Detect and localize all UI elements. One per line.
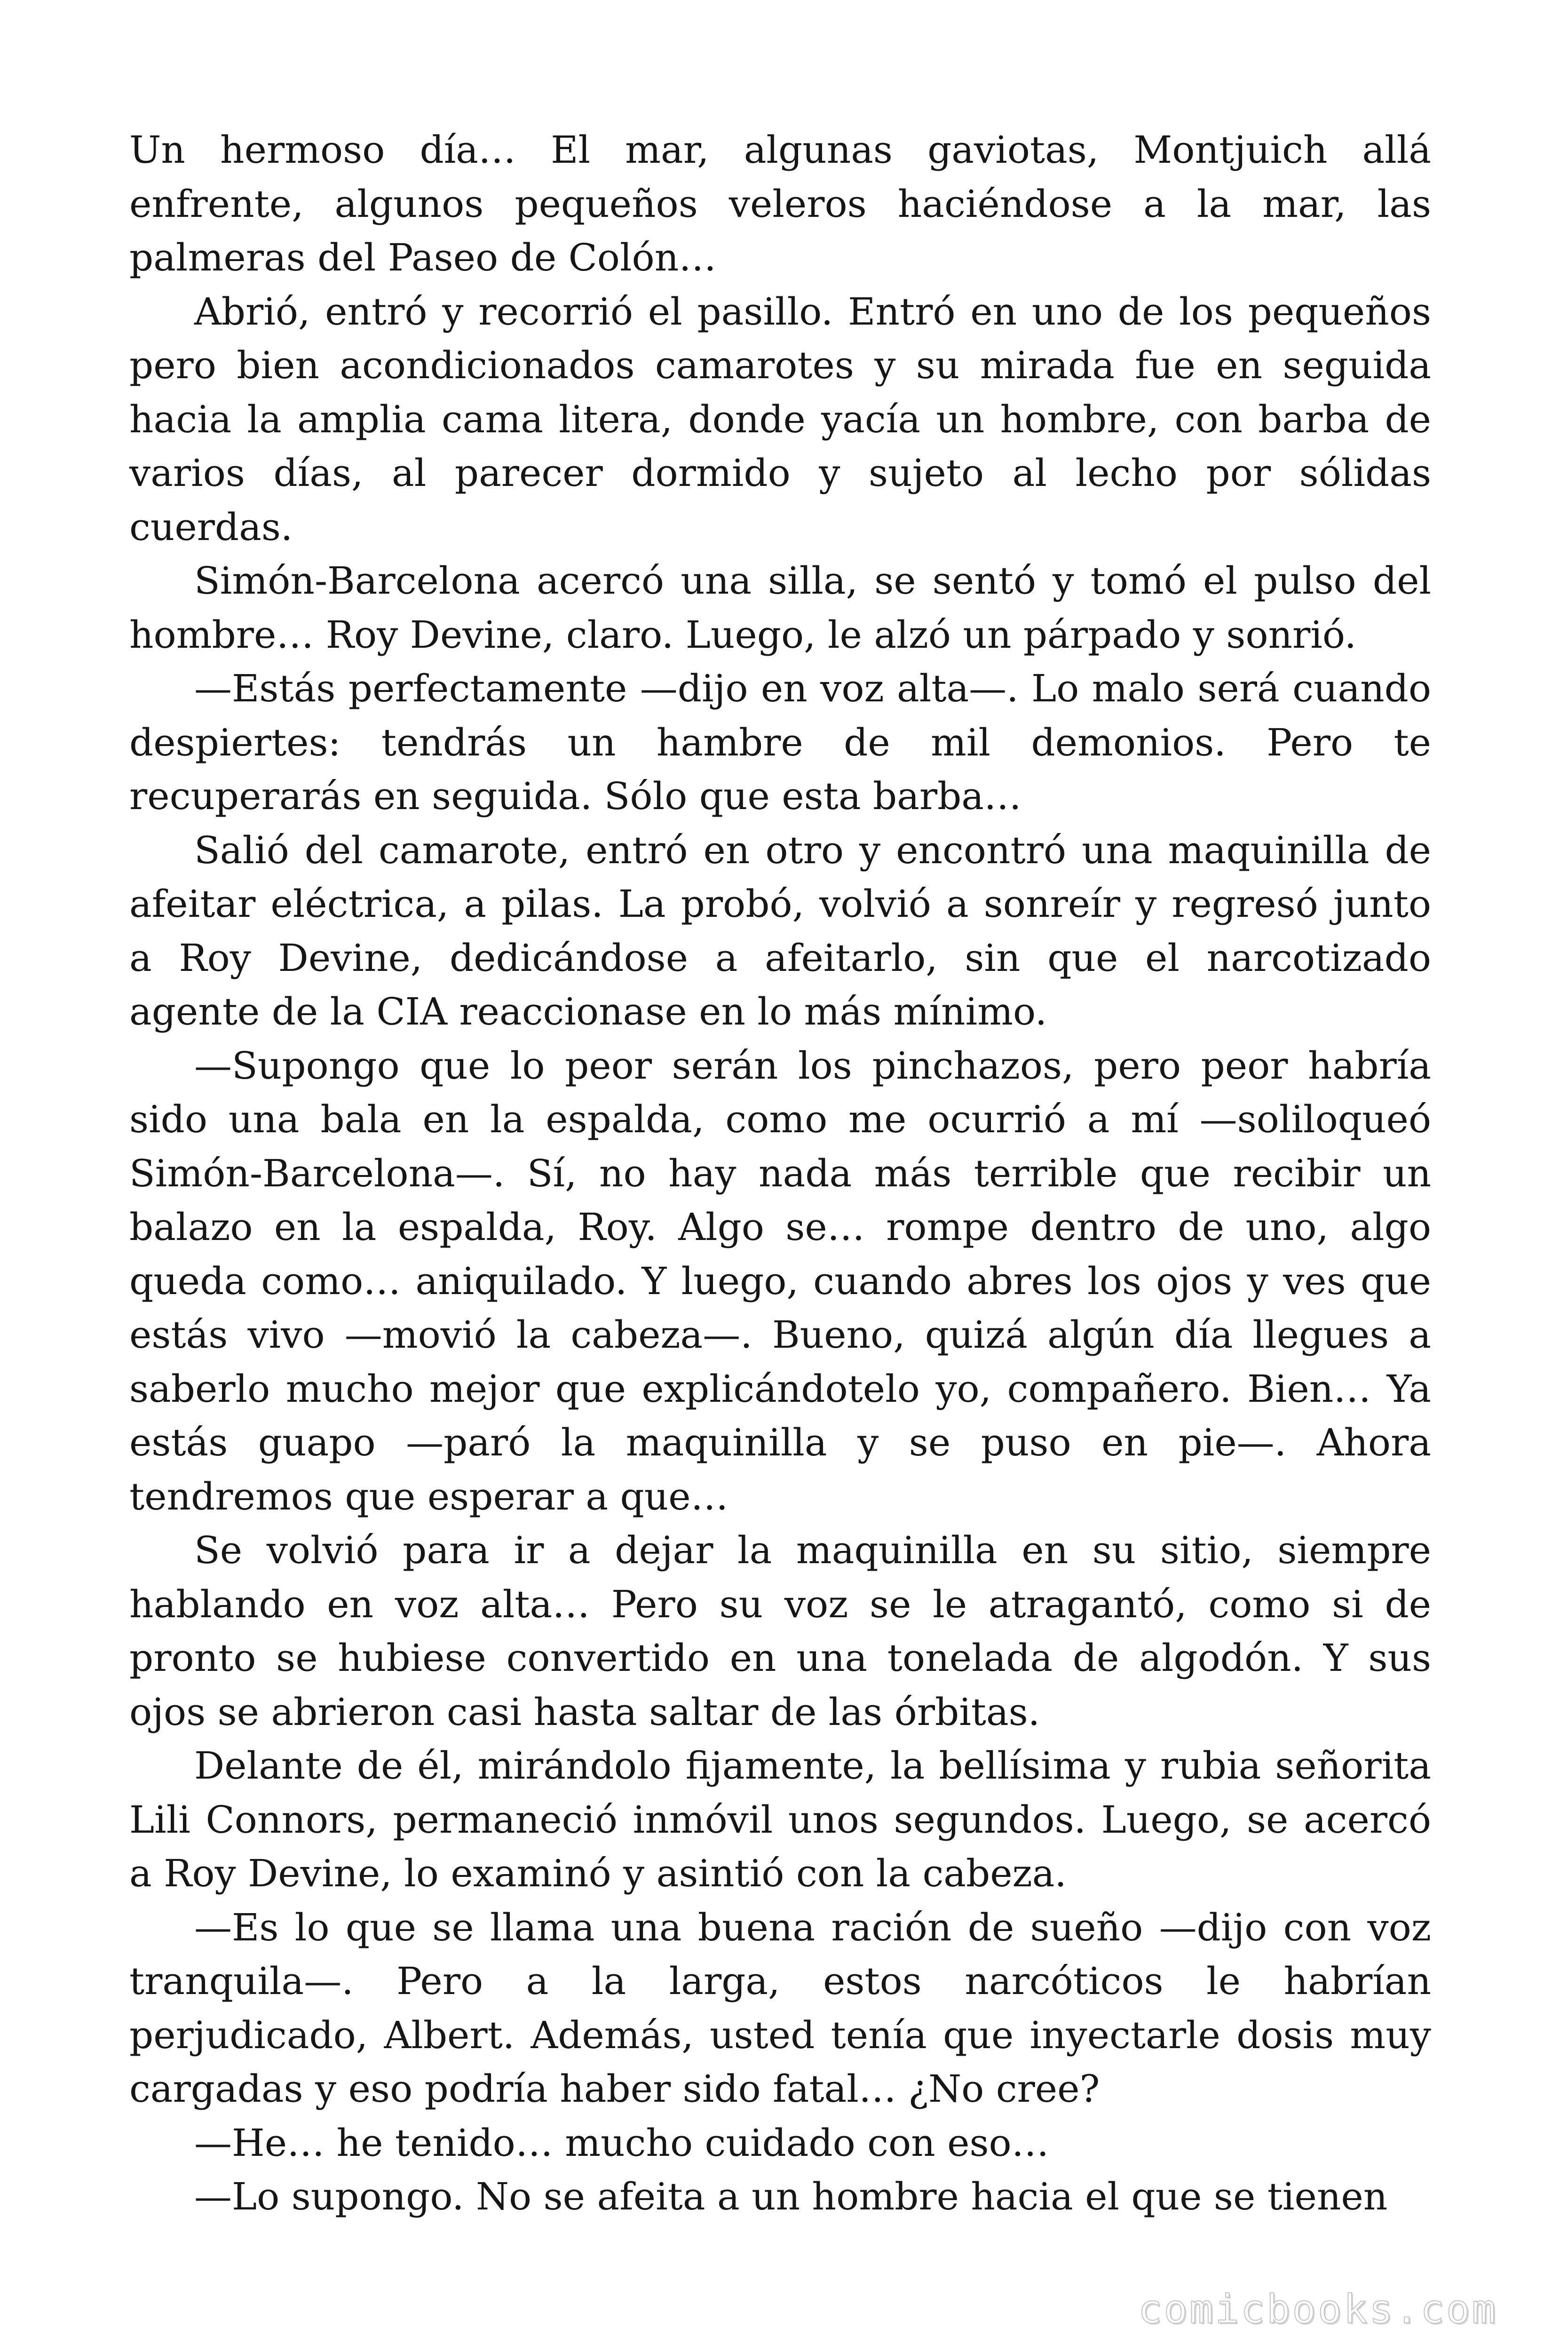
paragraph: —Estás perfectamente —dijo en voz alta—. Lo malo será cuando despiertes: tendrás un hambre de mil demonios. Pero te recuperarás en seguida. Sólo que esta barba… — [129, 667, 1431, 818]
paragraph: —Supongo que lo peor serán los pinchazos, pero peor habría sido una bala en la espalda, como me ocurrió a mí —soliloqueó Simón-Barcelona—. Sí, no hay nada más terrible que recibir un balazo en la espalda, Roy. Algo se… rompe dentro de uno, algo queda como… aniquilado. Y luego, cuando abres los ojos y ves que estás vivo —movió la cabeza—. Bueno, quizá algún día llegues a saberlo mucho mejor que explicándotelo yo, compañero. Bien… Ya estás guapo —paró la maquinilla y se puso en pie—. Ahora tendremos que esperar a que… — [129, 1043, 1431, 1518]
paragraph: —Es lo que se llama una buena ración de sueño —dijo con voz tranquila—. Pero a la larga, estos narcóticos le habrían perjudicado, Albert. Además, usted tenía que inyectarle dosis muy cargadas y eso podría haber sido fatal… ¿No cree? — [129, 1905, 1431, 2111]
paragraph: Abrió, entró y recorrió el pasillo. Entró en uno de los pequeños pero bien acondicionados camarotes y su mirada fue en seguida hacia la amplia cama litera, donde yacía un hombre, con barba de varios días, al parecer dormido y sujeto al lecho por sólidas cuerdas. — [129, 289, 1431, 549]
paragraph: Delante de él, mirándolo fijamente, la bellísima y rubia señorita Lili Connors, permaneció inmóvil unos segundos. Luego, se acercó a Roy Devine, lo examinó y asintió con la cabeza. — [129, 1744, 1431, 1895]
paragraph: —He… he tenido… mucho cuidado con eso… — [194, 2121, 1049, 2165]
paragraph: Un hermoso día… El mar, algunas gaviotas, Montjuich allá enfrente, algunos pequeños veleros haciéndose a la mar, las palmeras del Paseo de Colón… — [129, 128, 1431, 279]
paragraph: Salió del camarote, entró en otro y encontró una maquinilla de afeitar eléctrica, a pilas. La probó, volvió a sonreír y regresó junto a Roy Devine, dedicándose a afeitarlo, sin que el narcotizado agente de la CIA reaccionase en lo más mínimo. — [129, 828, 1431, 1033]
watermark: comicbooks.com — [1138, 2286, 1497, 2332]
body-text — [129, 123, 1431, 2224]
paragraph: Se volvió para ir a dejar la maquinilla en su sitio, siempre hablando en voz alta… Pero su voz se le atragantó, como si de pronto se hubiese convertido en una tonelada de algodón. Y sus ojos se abrieron casi hasta saltar de las órbitas. — [129, 1528, 1431, 1734]
paragraph: —Lo supongo. No se afeita a un hombre hacia el que se tienen — [194, 2175, 1388, 2218]
paragraph: Simón-Barcelona acercó una silla, se sentó y tomó el pulso del hombre… Roy Devine, claro. Luego, le alzó un párpado y sonrió. — [129, 559, 1431, 657]
